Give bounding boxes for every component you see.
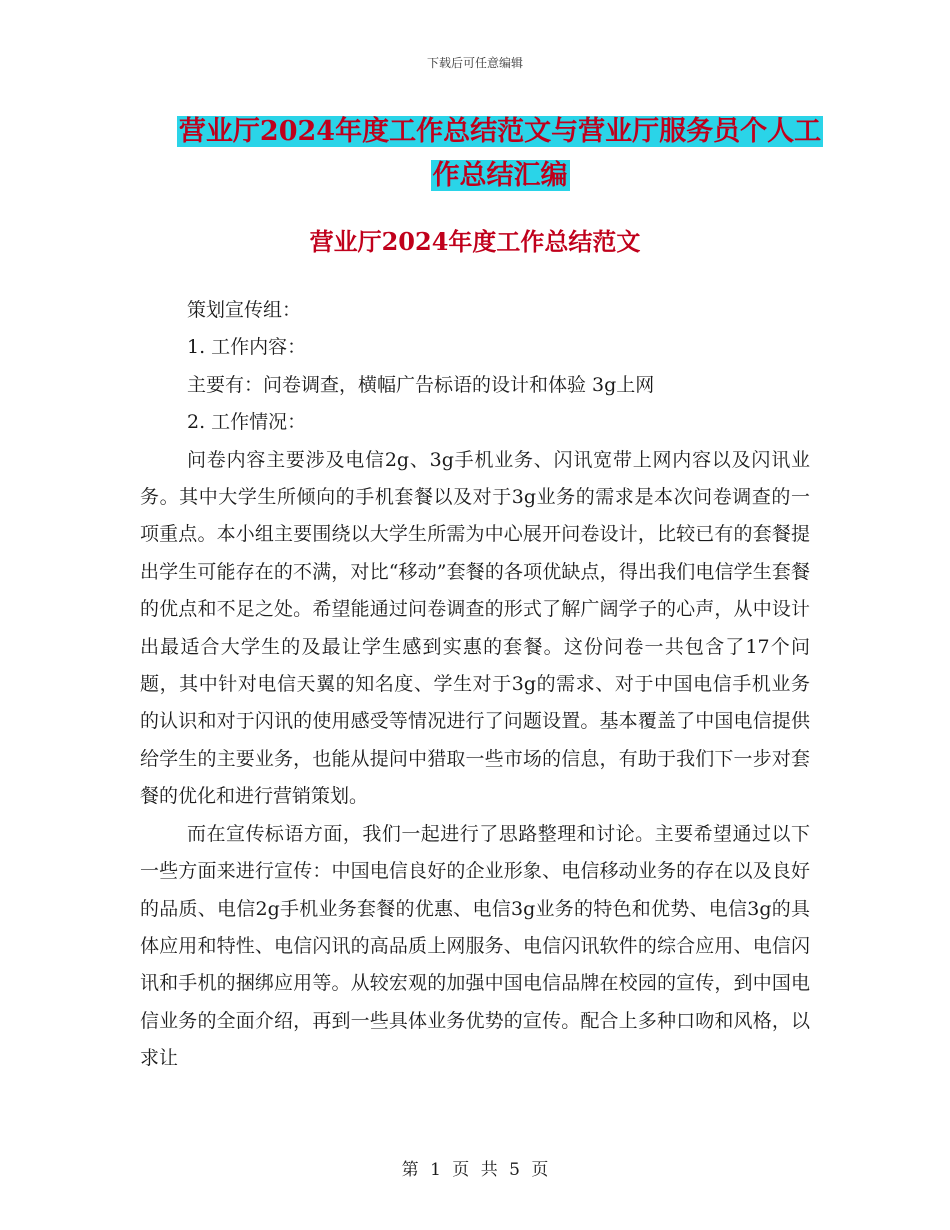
document-body xyxy=(140,292,810,1078)
group-heading: 策划宣传组： xyxy=(187,299,302,321)
list-item-work-content: 1. 工作内容： xyxy=(187,336,307,359)
paragraph-slogans: 而在宣传标语方面，我们一起进行了思路整理和讨论。主要希望通过以下一些方面来进行宣传：中国电信良好的企业形象、电信移动业务的存在以及良好的品质、电信2g手机业务套餐的优惠、电信3g业务的特色和优势、电信3g的具体应用和特性、电信闪讯的高品质上网服务、电信闪讯软件的综合应用、电信闪讯和手机的捆绑应用等。从较宏观的加强中国电信品牌在校园的宣传，到中国电信业务的全面介绍，再到一些具体业务优势的宣传。配合上多种口吻和风格，以求让 xyxy=(140,822,810,1070)
work-content-detail: 主要有：问卷调查，横幅广告标语的设计和体验 3g上网 xyxy=(187,373,655,396)
paragraph-questionnaire: 问卷内容主要涉及电信2g、3g手机业务、闪讯宽带上网内容以及闪讯业务。其中大学生所倾向的手机套餐以及对于3g业务的需求是本次问卷调查的一项重点。本小组主要围绕以大学生所需为中心展开问卷设计，比较已有的套餐提出学生可能存在的不满，对比“移动”套餐的各项优缺点，得出我们电信学生套餐的优点和不足之处。希望能通过问卷调查的形式了解广阔学子的心声，从中设计出最适合大学生的及最让学生感到实惠的套餐。这份问卷一共包含了17个问题，其中针对电信天翼的知名度、学生对于3g的需求、对于中国电信手机业务的认识和对于闪讯的使用感受等情况进行了问题设置。基本覆盖了中国电信提供给学生的主要业务，也能从提问中猎取一些市场的信息，有助于我们下一步对套餐的优化和进行营销策划。 xyxy=(140,448,810,808)
document-title-line-1: 营业厅2024年度工作总结范文与营业厅服务员个人工 xyxy=(178,116,822,147)
document-title xyxy=(150,110,850,198)
header-note: 下载后可任意编辑 xyxy=(426,56,523,70)
document-title-line-2: 作总结汇编 xyxy=(432,160,568,191)
list-item-work-status: 2. 工作情况： xyxy=(187,411,307,434)
page-number: 第 1 页 共 5 页 xyxy=(401,1160,549,1180)
section-title: 营业厅2024年度工作总结范文 xyxy=(309,227,641,256)
